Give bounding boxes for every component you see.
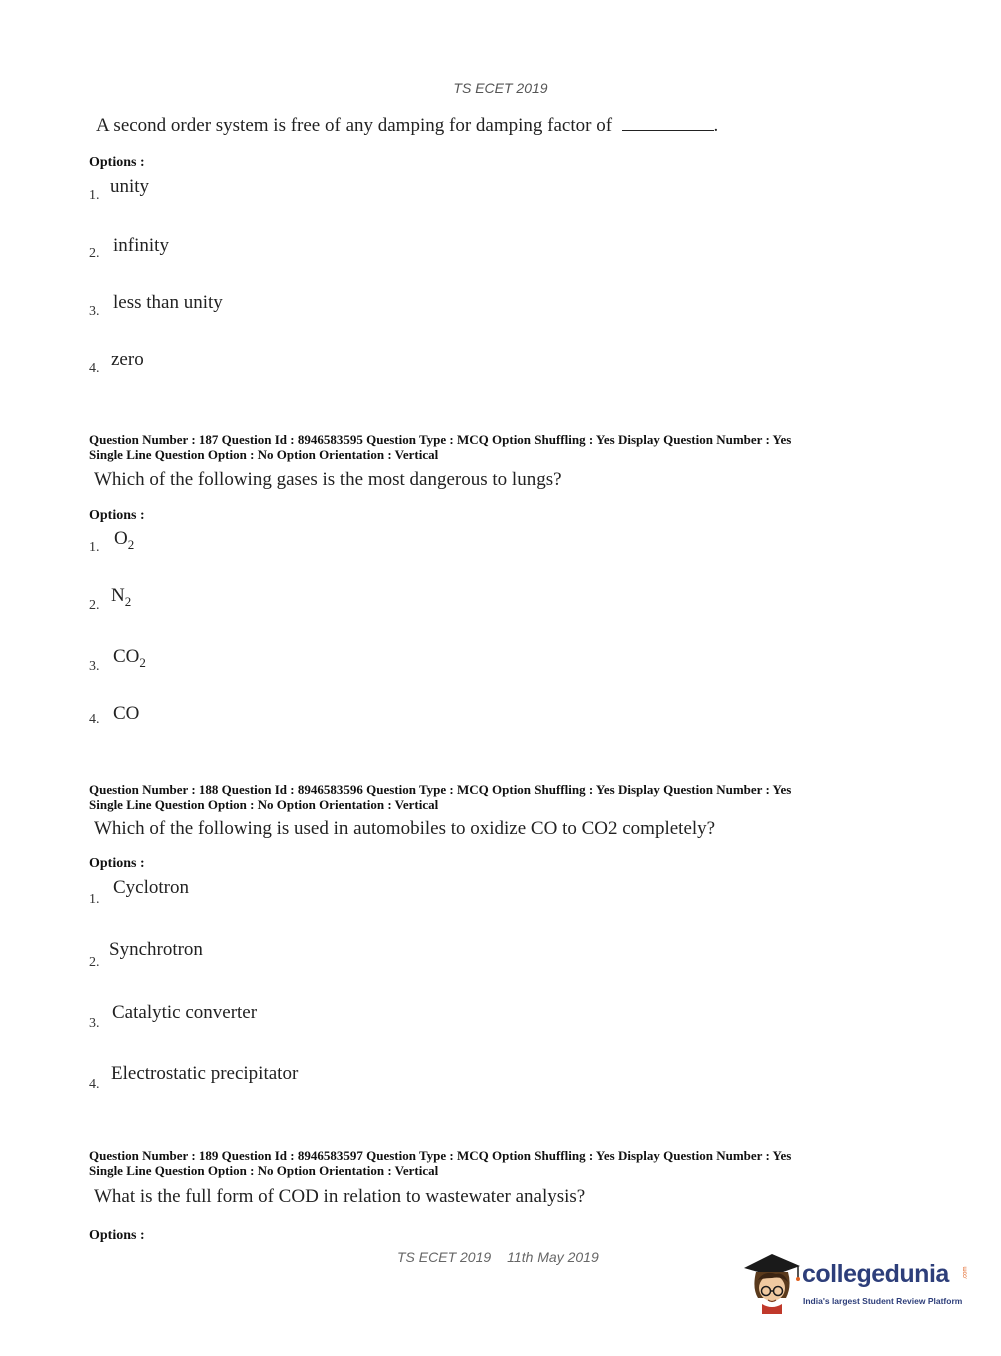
mascot-icon <box>742 1248 802 1318</box>
question-188-meta: Question Number : 188 Question Id : 8946583596 Question Type : MCQ Option Shuffling : Yes Display Question Number : Yes Single Line Question Option : No Option Orientation : Vertical <box>89 782 792 812</box>
option-text: less than unity <box>113 292 223 313</box>
option-number: 4. <box>89 1077 100 1092</box>
option-number: 3. <box>89 304 100 319</box>
question-187-meta: Question Number : 187 Question Id : 8946583595 Question Type : MCQ Option Shuffling : Yes Display Question Number : Yes Single Line Question Option : No Option Orientation : Vertical <box>89 432 792 462</box>
question-188-text: Which of the following is used in automobiles to oxidize CO to CO2 completely? <box>94 818 716 839</box>
option-text: $CO_2$ <box>113 646 146 670</box>
answer-blank <box>622 116 714 131</box>
question-186-text: A second order system is free of any damping for damping factor of . <box>96 115 719 136</box>
options-label: Options : <box>89 1228 145 1243</box>
collegedunia-logo <box>742 1248 972 1320</box>
option-text: unity <box>110 176 150 197</box>
option-number: 2. <box>89 955 100 970</box>
option-number: 4. <box>89 712 100 727</box>
question-189-meta: Question Number : 189 Question Id : 8946583597 Question Type : MCQ Option Shuffling : Yes Display Question Number : Yes Single Line Question Option : No Option Orientation : Vertical <box>89 1148 792 1178</box>
options-label: Options : <box>89 508 145 523</box>
option-text: $N_2$ <box>111 585 132 609</box>
question-187-text: Which of the following gases is the most dangerous to lungs? <box>94 469 562 490</box>
option-number: 1. <box>89 540 100 555</box>
question-189-text: What is the full form of COD in relation to wastewater analysis? <box>94 1186 586 1207</box>
option-text: CO <box>113 703 140 724</box>
logo-wordmark: collegedunia <box>802 1260 949 1288</box>
option-text: zero <box>111 349 144 370</box>
options-label: Options : <box>89 155 145 170</box>
option-text: Cyclotron <box>113 877 189 898</box>
option-text: Synchrotron <box>109 939 203 960</box>
options-label: Options : <box>89 856 145 871</box>
option-text: Catalytic converter <box>112 1002 258 1023</box>
option-number: 1. <box>89 188 100 203</box>
option-text: $O_2$ <box>114 528 135 552</box>
option-number: 4. <box>89 361 100 376</box>
option-number: 3. <box>89 1016 100 1031</box>
page-footer: TS ECET 2019 11th May 2019 <box>397 1249 599 1265</box>
logo-domain: .com <box>962 1266 969 1280</box>
option-text: Electrostatic precipitator <box>111 1063 299 1084</box>
option-text: infinity <box>113 235 169 256</box>
option-number: 2. <box>89 598 100 613</box>
option-number: 3. <box>89 659 100 674</box>
page-header: TS ECET 2019 <box>453 80 548 96</box>
logo-tagline: India's largest Student Review Platform <box>803 1296 963 1306</box>
option-number: 2. <box>89 246 100 261</box>
option-number: 1. <box>89 892 100 907</box>
